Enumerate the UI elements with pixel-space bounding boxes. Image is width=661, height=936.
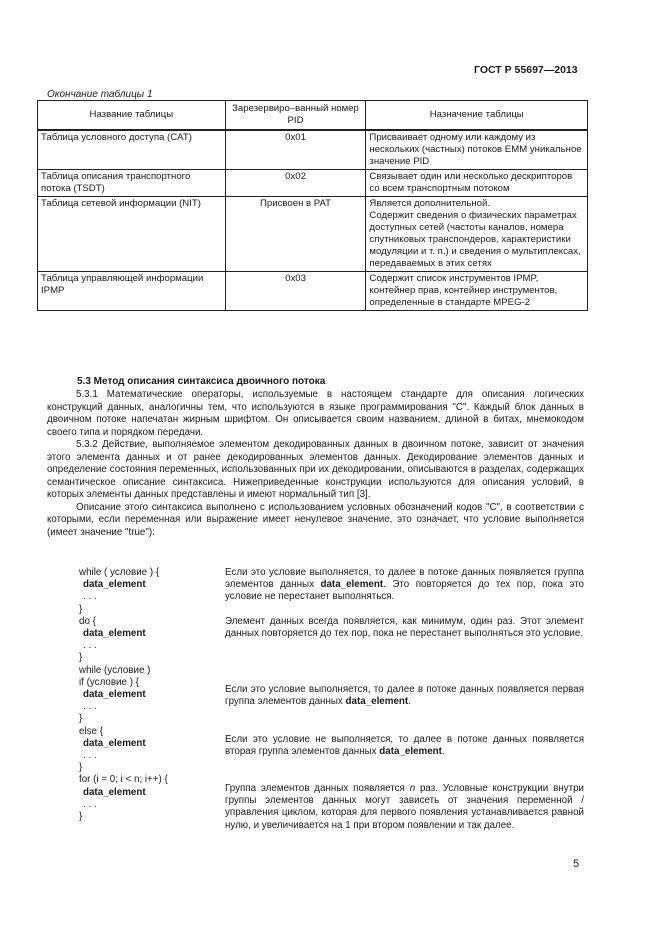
code-line: . . . <box>83 750 97 762</box>
description-text: Группа элементов данных появляется <box>225 783 405 794</box>
purpose-cell: Присваивает одному или каждому из нескольких (частных) потоков EMM уникальное значение PID <box>366 130 588 170</box>
purpose-cell: Связывает один или несколько дескрипторов со всем транспортным потоком <box>366 170 588 197</box>
description-for <box>225 783 584 832</box>
description-else <box>225 734 584 758</box>
table-row <box>38 272 588 311</box>
description-text: Если это условие выполняется, то далее в потоке данных появляется группа элементов данных <box>225 567 584 591</box>
paragraph: Описание этого синтаксиса выполнено с использованием условных обозначений кодов "С", в соответствии с которыми, если переменная или выражение имеет ненулевое значение, это означает, что условие выполняется (имеет значение "true"): <box>47 501 584 538</box>
code-line: } <box>79 652 83 664</box>
table-row <box>38 197 588 272</box>
code-line: data_element <box>83 689 146 701</box>
code-line: . . . <box>83 640 97 652</box>
code-line: while ( условие ) { <box>79 567 160 578</box>
code-line: data_element <box>83 628 146 640</box>
code-line: for (i = 0; i < n; i++) { <box>79 774 168 786</box>
description-text: Если это условие выполняется, то далее в потоке данных появляется первая группа элементов данных <box>225 684 584 708</box>
table-name-cell: Таблица описания транспортного потока (TSDT) <box>38 170 226 197</box>
code-line: } <box>79 603 83 615</box>
tables-table <box>37 100 588 311</box>
description-text: . Это повторяется до тех пор, пока это условие не перестанет выполняться. <box>225 579 584 603</box>
column-header: Назначение таблицы <box>366 101 588 131</box>
code-line: while (условие ) <box>79 664 151 676</box>
data-element-term: data_element <box>345 696 409 708</box>
description-text: . <box>408 696 411 708</box>
document-header: ГОСТ Р 55697—2013 <box>474 64 578 76</box>
pid-cell: 0x03 <box>225 272 366 311</box>
code-line: if (условие ) { <box>79 676 139 688</box>
description-text: Если это условие не выполняется, то далее в потоке данных появляется вторая группа элементов данных <box>225 734 584 758</box>
code-line: data_element <box>83 786 146 798</box>
code-line: } <box>79 762 83 774</box>
table-header-row <box>38 101 588 131</box>
column-header: Зарезервиро–ванный номер PID <box>225 101 366 131</box>
description-text: раз. Условные конструкции внутри группы элементов данных могут зависеть от значения переменной / управления циклом, которая для первого появления устанавливается равной нулю, и увеличивается на 1 при втором появлении и так далее. <box>225 783 584 831</box>
code-line: } <box>79 811 83 823</box>
code-line: do { <box>79 615 96 627</box>
purpose-cell: Содержит список инструментов IPMP, контейнер прав, контейнер инструментов, определенные в стандарте MPEG-2 <box>366 272 588 311</box>
body-text <box>47 389 584 539</box>
data-element-term: data_element <box>379 746 442 758</box>
pid-cell: 0x01 <box>225 130 366 170</box>
column-header: Название таблицы <box>38 101 226 131</box>
pid-cell: 0x02 <box>225 170 366 197</box>
paragraph: 5.3.1 Математические операторы, используемые в настоящем стандарте для описания логических конструкций данных, аналогичны тем, что используются в языке программирования "С". Каждый блок данных в двоичном потоке напечатан жирным шрифтом. Он описывается своим названием, длиной в битах, мнемокодом своего типа и порядком передачи. <box>47 389 584 438</box>
code-line: data_element <box>83 737 146 749</box>
table-name-cell: Таблица условного доступа (CAT) <box>38 130 226 170</box>
description-do: Элемент данных всегда появляется, как минимум, один раз. Этот элемент данных повторяется до тех пор, пока не перестанет выполняться это условие. <box>225 616 584 640</box>
section-title: 5.3 Метод описания синтаксиса двоичного потока <box>77 376 326 387</box>
table-caption: Окончание таблицы 1 <box>47 89 153 100</box>
description-text: . <box>441 746 445 758</box>
loop-count-term: n <box>409 783 416 794</box>
pid-cell: Присвоен в PAT <box>225 197 366 272</box>
table-row <box>38 130 588 170</box>
code-block-while <box>79 567 168 823</box>
table-name-cell: Таблица сетевой информации (NIT) <box>38 197 226 272</box>
data-element-term: data_element <box>320 579 384 591</box>
code-line: . . . <box>83 798 97 810</box>
table-row <box>38 170 588 197</box>
code-line: } <box>79 713 83 725</box>
code-line: else { <box>79 725 103 737</box>
description-if <box>225 684 584 708</box>
code-line: data_element <box>83 579 146 591</box>
description-while <box>225 567 584 604</box>
paragraph: 5.3.2 Действие, выполняемое элементом декодированных данных в двоичном потоке, зависит от значения этого элемента данных и от ранее декодированных элементов данных. Декодирование элементов данных и определение состояния переменных, использованных при их декодировании, описываются в разделах, содержащих семантическое описание синтаксиса. Нижеприведенные конструкции используются для описания условий, в которых элементы данных представлены и имеют нормальный тип [3]. <box>47 439 584 500</box>
purpose-cell: Является дополнительной. Содержит сведения о физических параметрах доступных сетей (частоты каналов, номера спутниковых транспондеров, характеристики модуляции и т. п.) и сведения о мультиплексах, передаваемых в этих сетях <box>366 197 588 272</box>
code-line: . . . <box>83 701 97 713</box>
code-line: . . . <box>83 591 97 603</box>
page-number: 5 <box>573 858 580 870</box>
table-name-cell: Таблица управляющей информации IPMP <box>38 272 226 311</box>
